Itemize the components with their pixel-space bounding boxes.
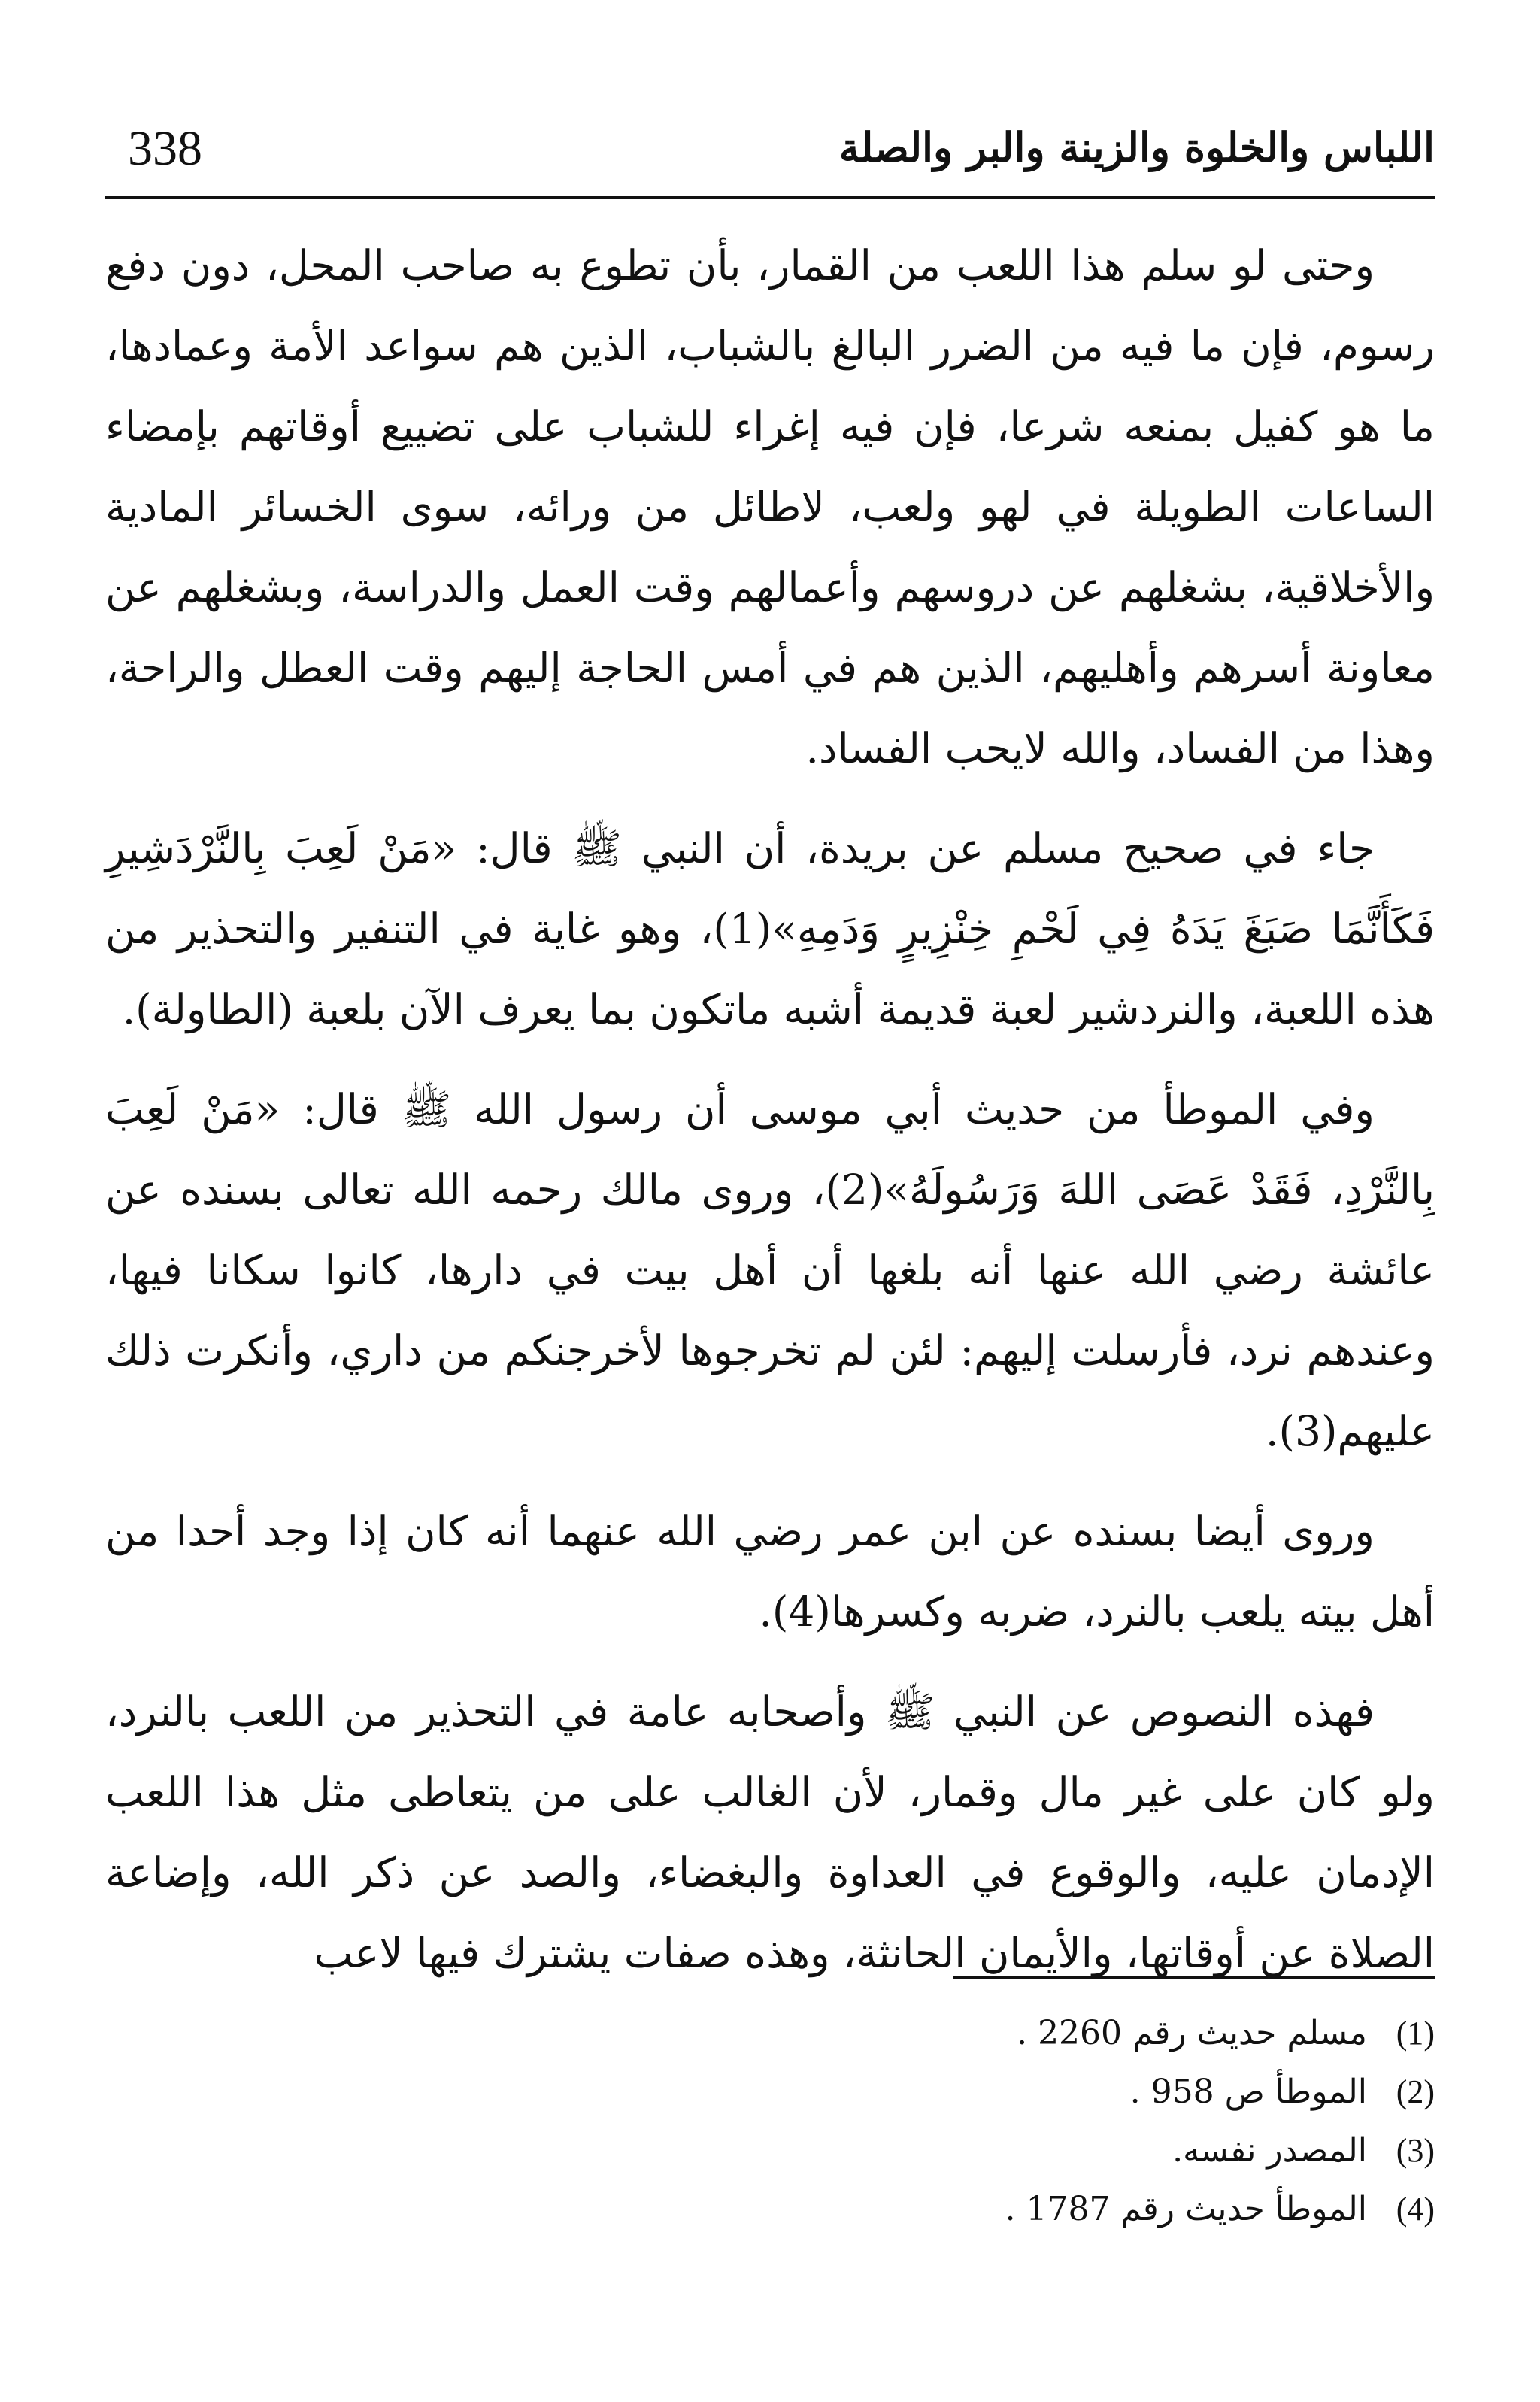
- footnote-number: (3): [1396, 2132, 1435, 2169]
- footnote-3: [105, 2121, 1435, 2180]
- main-text: [105, 226, 1435, 2013]
- paragraph-2: جاء في صحيح مسلم عن بريدة، أن النبي ﷺ قال: «مَنْ لَعِبَ بِالنَّرْدَشِيرِ فَكَأَنَّمَا صَبَغَ يَدَهُ فِي لَحْمِ خِنْزِيرٍ وَدَمِهِ»(1)، وهو غاية في التنفير والتحذير من هذه اللعبة، والنردشير لعبة قديمة أشبه ماتكون بما يعرف الآن بلعبة (الطاولة).: [105, 824, 1435, 1033]
- paragraph-1: وحتى لو سلم هذا اللعب من القمار، بأن تطوع به صاحب المحل، دون دفع رسوم، فإن ما فيه من الضرر البالغ بالشباب، الذين هم سواعد الأمة وعمادها، ما هو كفيل بمنعه شرعا، فإن فيه إغراء للشباب على تضييع أوقاتهم بإمضاء الساعات الطويلة في لهو ولعب، لاطائل من ورائه، سوى الخسائر المادية والأخلاقية، بشغلهم عن دروسهم وأعمالهم وقت العمل والدراسة، وبشغلهم عن معاونة أسرهم وأهليهم، الذين هم في أمس الحاجة إليهم وقت العطل والراحة، وهذا من الفساد، والله لايحب الفساد.: [105, 241, 1435, 772]
- paragraph-3: وفي الموطأ من حديث أبي موسى أن رسول الله ﷺ قال: «مَنْ لَعِبَ بِالنَّرْدِ، فَقَدْ عَصَى اللهَ وَرَسُولَهُ»(2)، وروى مالك رحمه الله تعالى بسنده عن عائشة رضي الله عنها أنه بلغها أن أهل بيت في دارها، كانوا سكانا فيها، وعندهم نرد، فأرسلت إليهم: لئن لم تخرجوها لأخرجنكم من داري، وأنكرت ذلك عليهم(3).: [105, 1085, 1435, 1455]
- footnote-text: الموطأ ص 958 .: [1129, 2073, 1367, 2111]
- footnote-text: الموطأ حديث رقم 1787 .: [1005, 2190, 1367, 2228]
- footnote-4: [105, 2180, 1435, 2239]
- footnote-number: (2): [1396, 2073, 1435, 2110]
- footnote-number: (1): [1396, 2015, 1435, 2052]
- footnote-text: المصدر نفسه.: [1172, 2131, 1367, 2170]
- page-header: [105, 105, 1435, 199]
- running-title: اللباس والخلوة والزينة والبر والصلة: [838, 123, 1435, 171]
- paragraph-4: وروى أيضا بسنده عن ابن عمر رضي الله عنهما أنه كان إذا وجد أحدا من أهل بيته يلعب بالنرد، ضربه وكسرها(4).: [105, 1507, 1435, 1636]
- footnote-2: [105, 2063, 1435, 2121]
- paragraph-5: فهذه النصوص عن النبي ﷺ وأصحابه عامة في التحذير من اللعب بالنرد، ولو كان على غير مال وقمار، لأن الغالب على من يتعاطى مثل هذا اللعب الإدمان عليه، والوقوع في العداوة والبغضاء، والصد عن ذكر الله، وإضاعة الصلاة عن أوقاتها، والأيمان الحانثة، وهذه صفات يشترك فيها لاعب: [105, 1688, 1435, 1977]
- page-number: 338: [128, 121, 202, 176]
- footnote-number: (4): [1396, 2191, 1435, 2228]
- footnotes: [105, 2004, 1435, 2239]
- footnote-1: [105, 2004, 1435, 2063]
- footnote-separator: [953, 1976, 1435, 1979]
- footnote-text: مسلم حديث رقم 2260 .: [1017, 2014, 1367, 2052]
